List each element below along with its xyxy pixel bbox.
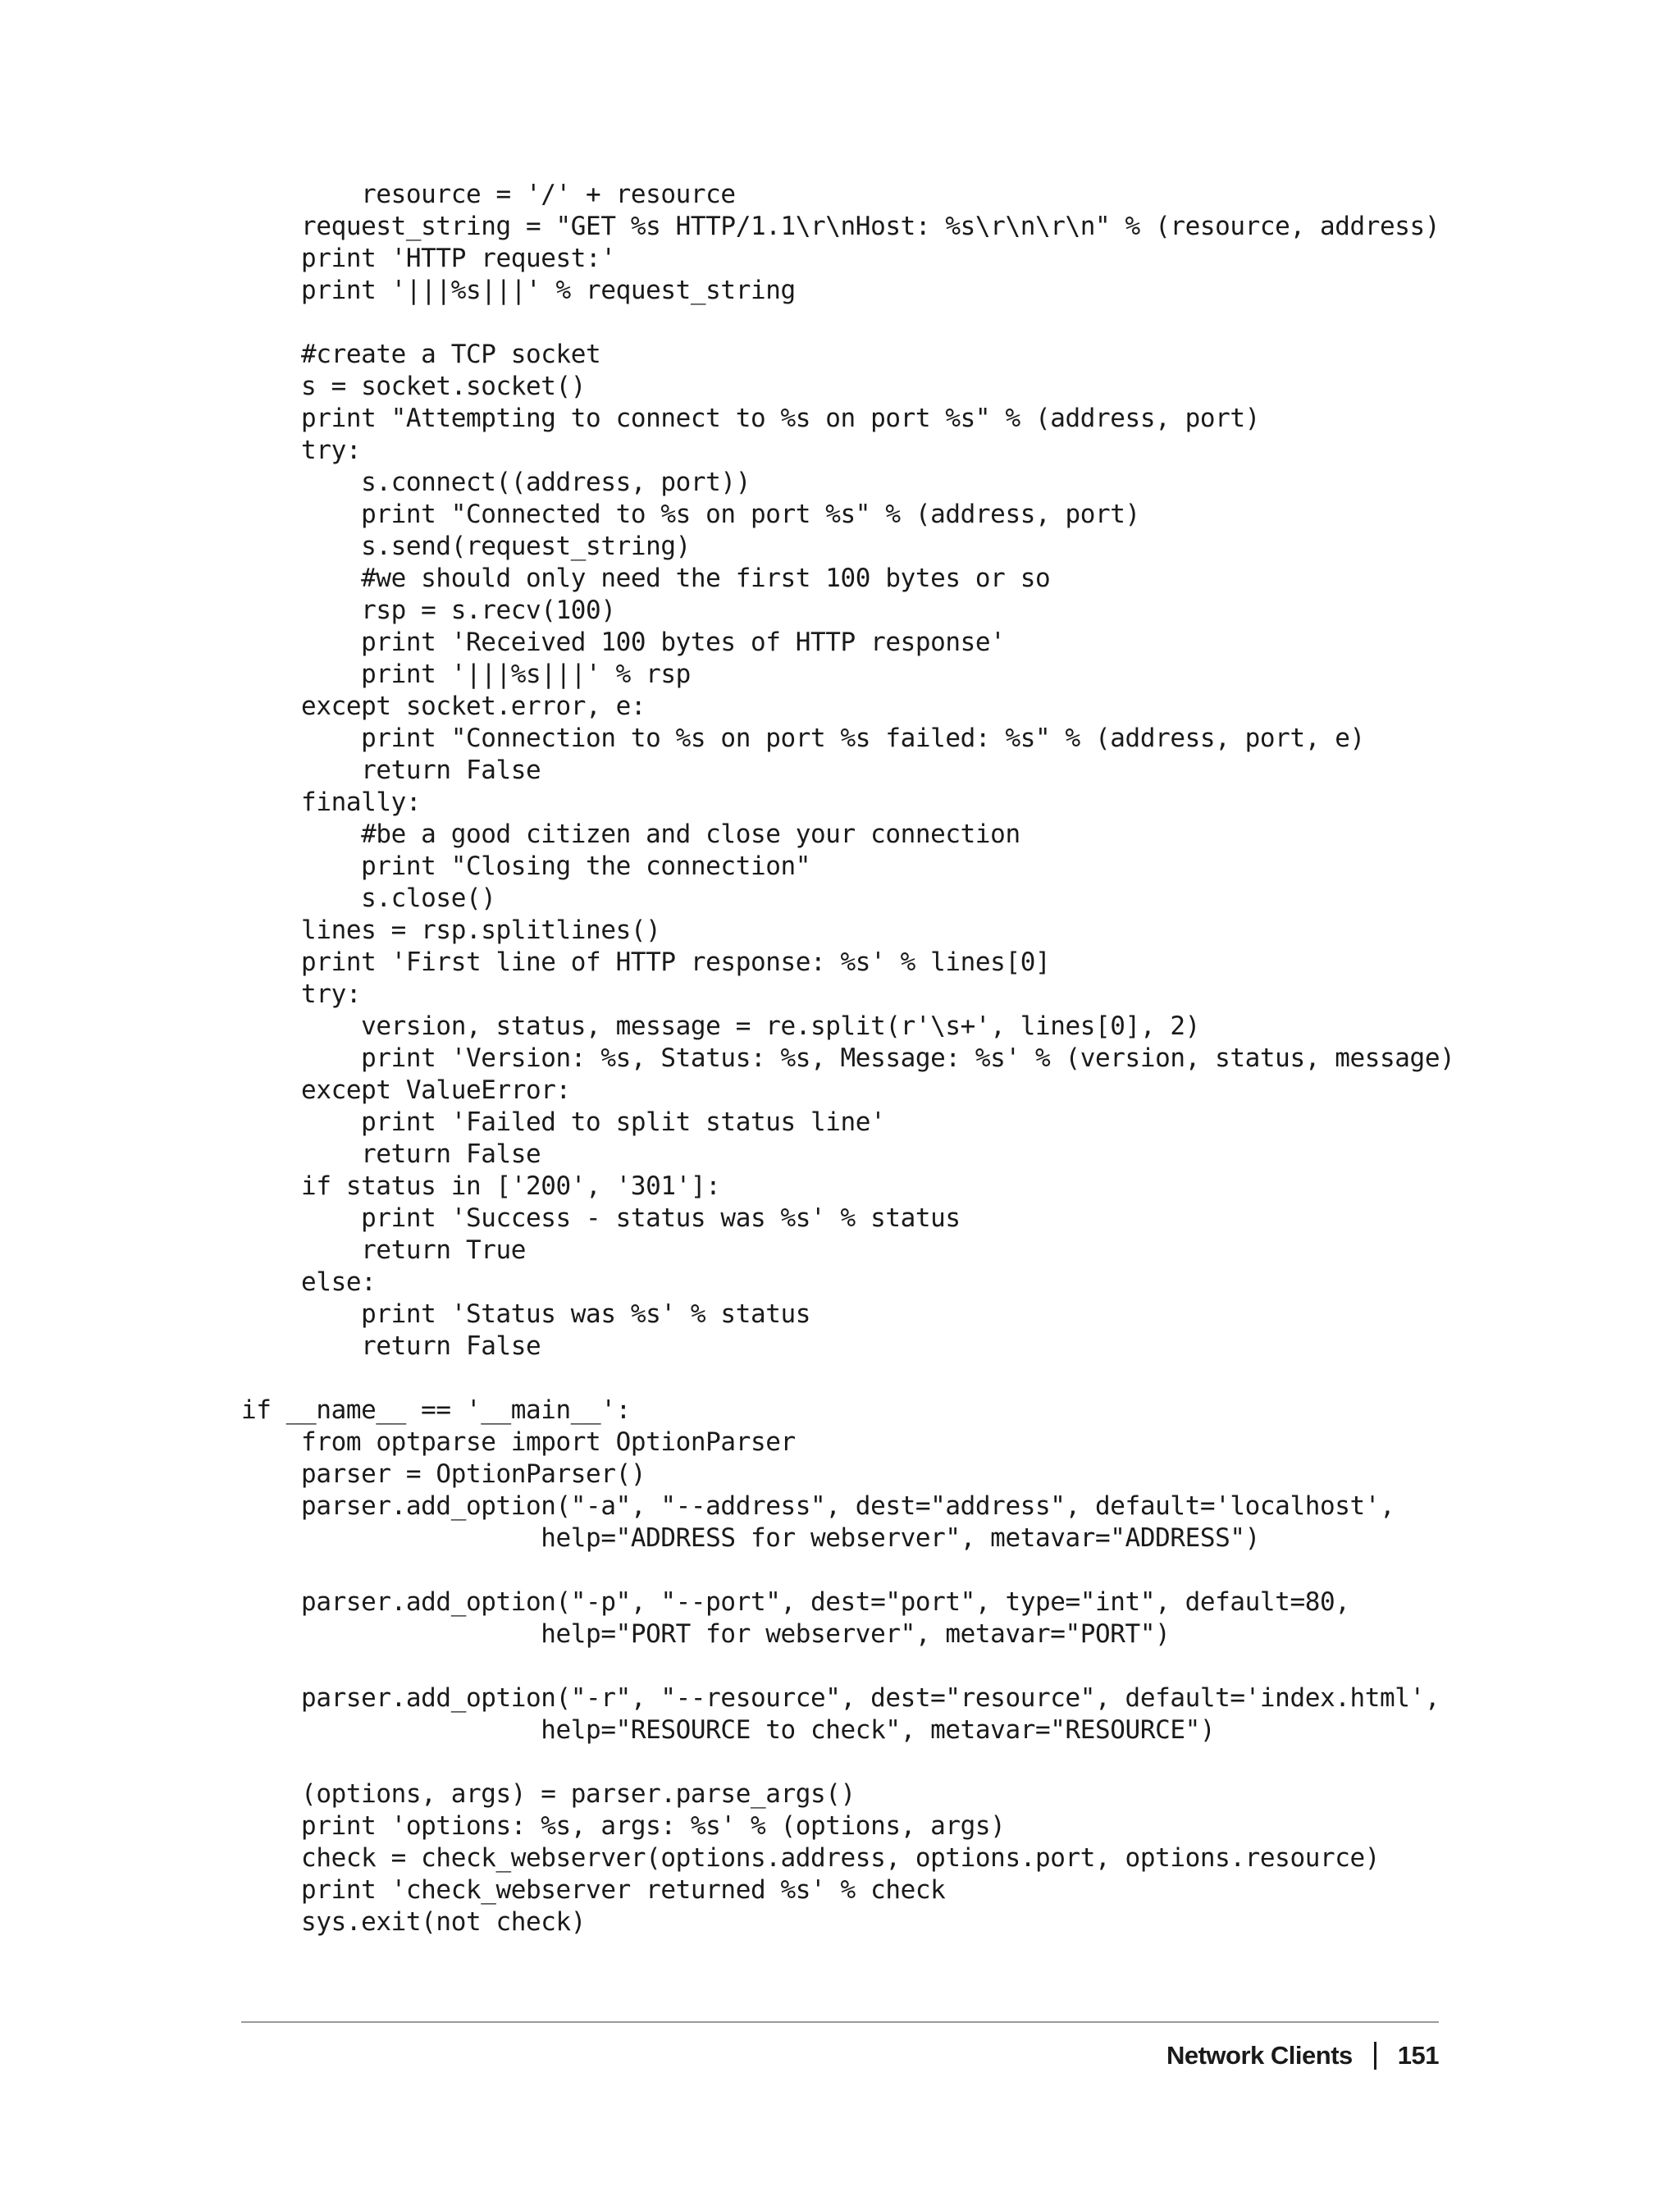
code-line: sys.exit(not check) (241, 1907, 587, 1937)
code-line: #be a good citizen and close your connection (241, 819, 1020, 849)
code-line: print 'HTTP request:' (241, 244, 616, 273)
code-line: return False (241, 756, 541, 785)
code-line: request_string = "GET %s HTTP/1.1\r\nHost: %s\r\n\r\n" % (resource, address) (241, 212, 1440, 241)
code-line: print "Connection to %s on port %s failed: %s" % (address, port, e) (241, 724, 1365, 753)
code-line: except ValueError: (241, 1075, 571, 1105)
code-line: print 'options: %s, args: %s' % (options, args) (241, 1811, 1006, 1841)
code-line: s.send(request_string) (241, 532, 691, 561)
code-line: parser = OptionParser() (241, 1459, 646, 1489)
code-line: except socket.error, e: (241, 692, 646, 721)
code-line (241, 1650, 1652, 1682)
footer-separator (1374, 2042, 1376, 2070)
code-line: print 'Status was %s' % status (241, 1299, 811, 1329)
code-line: else: (241, 1267, 377, 1297)
code-line: print 'Failed to split status line' (241, 1107, 886, 1137)
code-line: finally: (241, 788, 422, 817)
code-line: check = check_webserver(options.address, options.port, options.resource) (241, 1843, 1381, 1873)
code-line: print 'First line of HTTP response: %s' % lines[0] (241, 947, 1051, 977)
code-line: if __name__ == '__main__': (241, 1395, 631, 1425)
code-line: parser.add_option("-a", "--address", dest="address", default='localhost', (241, 1491, 1395, 1521)
code-line: (options, args) = parser.parse_args() (241, 1779, 856, 1809)
code-line: #we should only need the first 100 bytes or so (241, 564, 1051, 593)
code-line: s.connect((address, port)) (241, 468, 751, 497)
code-line: lines = rsp.splitlines() (241, 915, 661, 945)
code-line: s = socket.socket() (241, 372, 587, 401)
code-line: try: (241, 979, 362, 1009)
footer-section-title: Network Clients (1166, 2041, 1353, 2070)
code-line: print 'Version: %s, Status: %s, Message: %s' % (version, status, message) (241, 1043, 1455, 1073)
code-line: resource = '/' + resource (241, 180, 736, 209)
page-number: 151 (1397, 2041, 1439, 2070)
code-line: version, status, message = re.split(r'\s+', lines[0], 2) (241, 1011, 1200, 1041)
code-line: help="RESOURCE to check", metavar="RESOURCE") (241, 1715, 1216, 1745)
code-line: parser.add_option("-p", "--port", dest="port", type="int", default=80, (241, 1587, 1350, 1617)
code-line: if status in ['200', '301']: (241, 1171, 721, 1201)
code-line (241, 1363, 1652, 1395)
code-line: return True (241, 1235, 527, 1265)
code-line: parser.add_option("-r", "--resource", dest="resource", default='index.html', (241, 1683, 1440, 1713)
code-line: print 'Received 100 bytes of HTTP response' (241, 628, 1006, 657)
code-line: return False (241, 1331, 541, 1361)
code-line: help="PORT for webserver", metavar="PORT") (241, 1619, 1171, 1649)
code-line: help="ADDRESS for webserver", metavar="ADDRESS") (241, 1523, 1260, 1553)
code-line: rsp = s.recv(100) (241, 596, 616, 625)
code-line: print 'check_webserver returned %s' % check (241, 1875, 946, 1905)
code-line: print "Connected to %s on port %s" % (address, port) (241, 500, 1140, 529)
footer-divider (241, 2021, 1439, 2023)
code-line: print '|||%s|||' % request_string (241, 276, 796, 305)
code-line (241, 1554, 1652, 1586)
code-line: print '|||%s|||' % rsp (241, 660, 691, 689)
code-line (241, 1746, 1652, 1778)
code-line (241, 307, 1652, 339)
code-line: print "Attempting to connect to %s on port %s" % (address, port) (241, 404, 1260, 433)
code-listing (241, 179, 1652, 1938)
code-line: print "Closing the connection" (241, 851, 811, 881)
code-line: try: (241, 436, 362, 465)
page-footer (1166, 2036, 1439, 2075)
code-line: #create a TCP socket (241, 340, 601, 369)
code-line: s.close() (241, 883, 496, 913)
code-line: return False (241, 1139, 541, 1169)
code-line: print 'Success - status was %s' % status (241, 1203, 961, 1233)
code-line: from optparse import OptionParser (241, 1427, 796, 1457)
